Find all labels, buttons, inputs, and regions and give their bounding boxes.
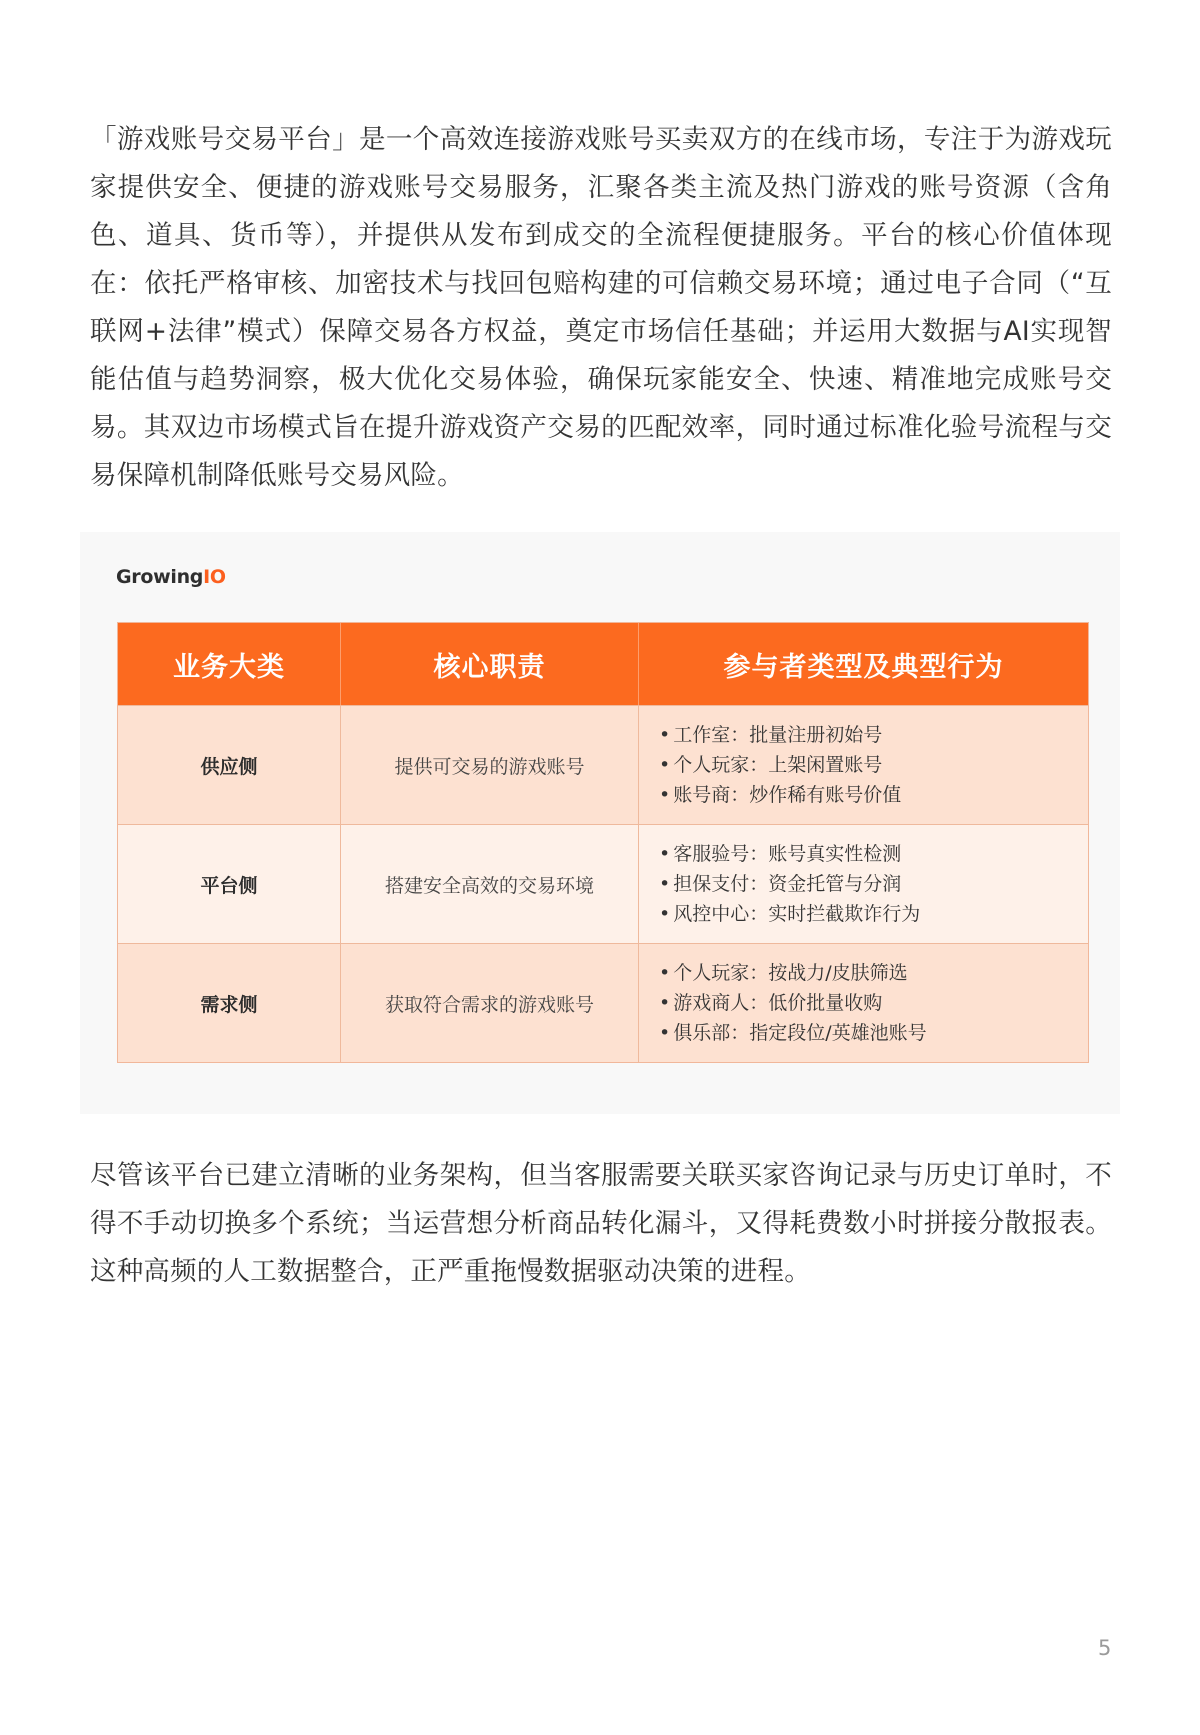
row-category: 供应侧 bbox=[200, 755, 258, 778]
logo-text-growing: Growing bbox=[116, 566, 204, 588]
row-behaviors bbox=[638, 944, 1088, 1062]
row-category: 需求侧 bbox=[200, 993, 258, 1016]
logo-text-io: IO bbox=[203, 566, 226, 588]
behavior-item: • 担保支付：资金托管与分润 bbox=[659, 869, 920, 899]
row-duty: 提供可交易的游戏账号 bbox=[340, 706, 638, 824]
page-number: 5 bbox=[1098, 1636, 1112, 1660]
table-row bbox=[118, 705, 1088, 824]
row-behaviors bbox=[638, 706, 1088, 824]
business-table bbox=[117, 622, 1089, 1063]
behavior-item: • 客服验号：账号真实性检测 bbox=[659, 839, 920, 869]
behavior-item: • 风控中心：实时拦截欺诈行为 bbox=[659, 899, 920, 929]
behavior-item: • 个人玩家：上架闲置账号 bbox=[659, 750, 901, 780]
behavior-item: • 账号商：炒作稀有账号价值 bbox=[659, 780, 901, 810]
growingio-logo bbox=[116, 566, 226, 588]
row-behaviors bbox=[638, 825, 1088, 943]
table-row bbox=[118, 824, 1088, 943]
row-category: 平台侧 bbox=[200, 874, 258, 897]
row-duty: 搭建安全高效的交易环境 bbox=[340, 825, 638, 943]
business-table-figure bbox=[80, 532, 1120, 1114]
behavior-item: • 工作室：批量注册初始号 bbox=[659, 720, 901, 750]
closing-paragraph: 尽管该平台已建立清晰的业务架构，但当客服需要关联买家咨询记录与历史订单时，不得不手动切换多个系统；当运营想分析商品转化漏斗，又得耗费数小时拼接分散报表。这种高频的人工数据整合，正严重拖慢数据驱动决策的进程。 bbox=[90, 1160, 1112, 1287]
behavior-item: • 俱乐部：指定段位/英雄池账号 bbox=[659, 1018, 927, 1048]
row-duty: 获取符合需求的游戏账号 bbox=[340, 944, 638, 1062]
intro-paragraph: 「游戏账号交易平台」是一个高效连接游戏账号买卖双方的在线市场，专注于为游戏玩家提供安全、便捷的游戏账号交易服务，汇聚各类主流及热门游戏的账号资源（含角色、道具、货币等），并提供从发布到成交的全流程便捷服务。平台的核心价值体现在：依托严格审核、加密技术与找回包赔构建的可信赖交易环境；通过电子合同（“互联网+法律”模式）保障交易各方权益，奠定市场信任基础；并运用大数据与AI实现智能估值与趋势洞察，极大优化交易体验，确保玩家能安全、快速、精准地完成账号交易。其双边市场模式旨在提升游戏资产交易的匹配效率，同时通过标准化验号流程与交易保障机制降低账号交易风险。 bbox=[90, 124, 1112, 491]
header-participants: 参与者类型及典型行为 bbox=[638, 623, 1088, 705]
table-row bbox=[118, 943, 1088, 1062]
behavior-item: • 游戏商人：低价批量收购 bbox=[659, 988, 927, 1018]
header-category: 业务大类 bbox=[173, 651, 285, 683]
header-duty: 核心职责 bbox=[340, 623, 638, 705]
behavior-item: • 个人玩家：按战力/皮肤筛选 bbox=[659, 958, 927, 988]
table-header-row bbox=[118, 623, 1088, 705]
